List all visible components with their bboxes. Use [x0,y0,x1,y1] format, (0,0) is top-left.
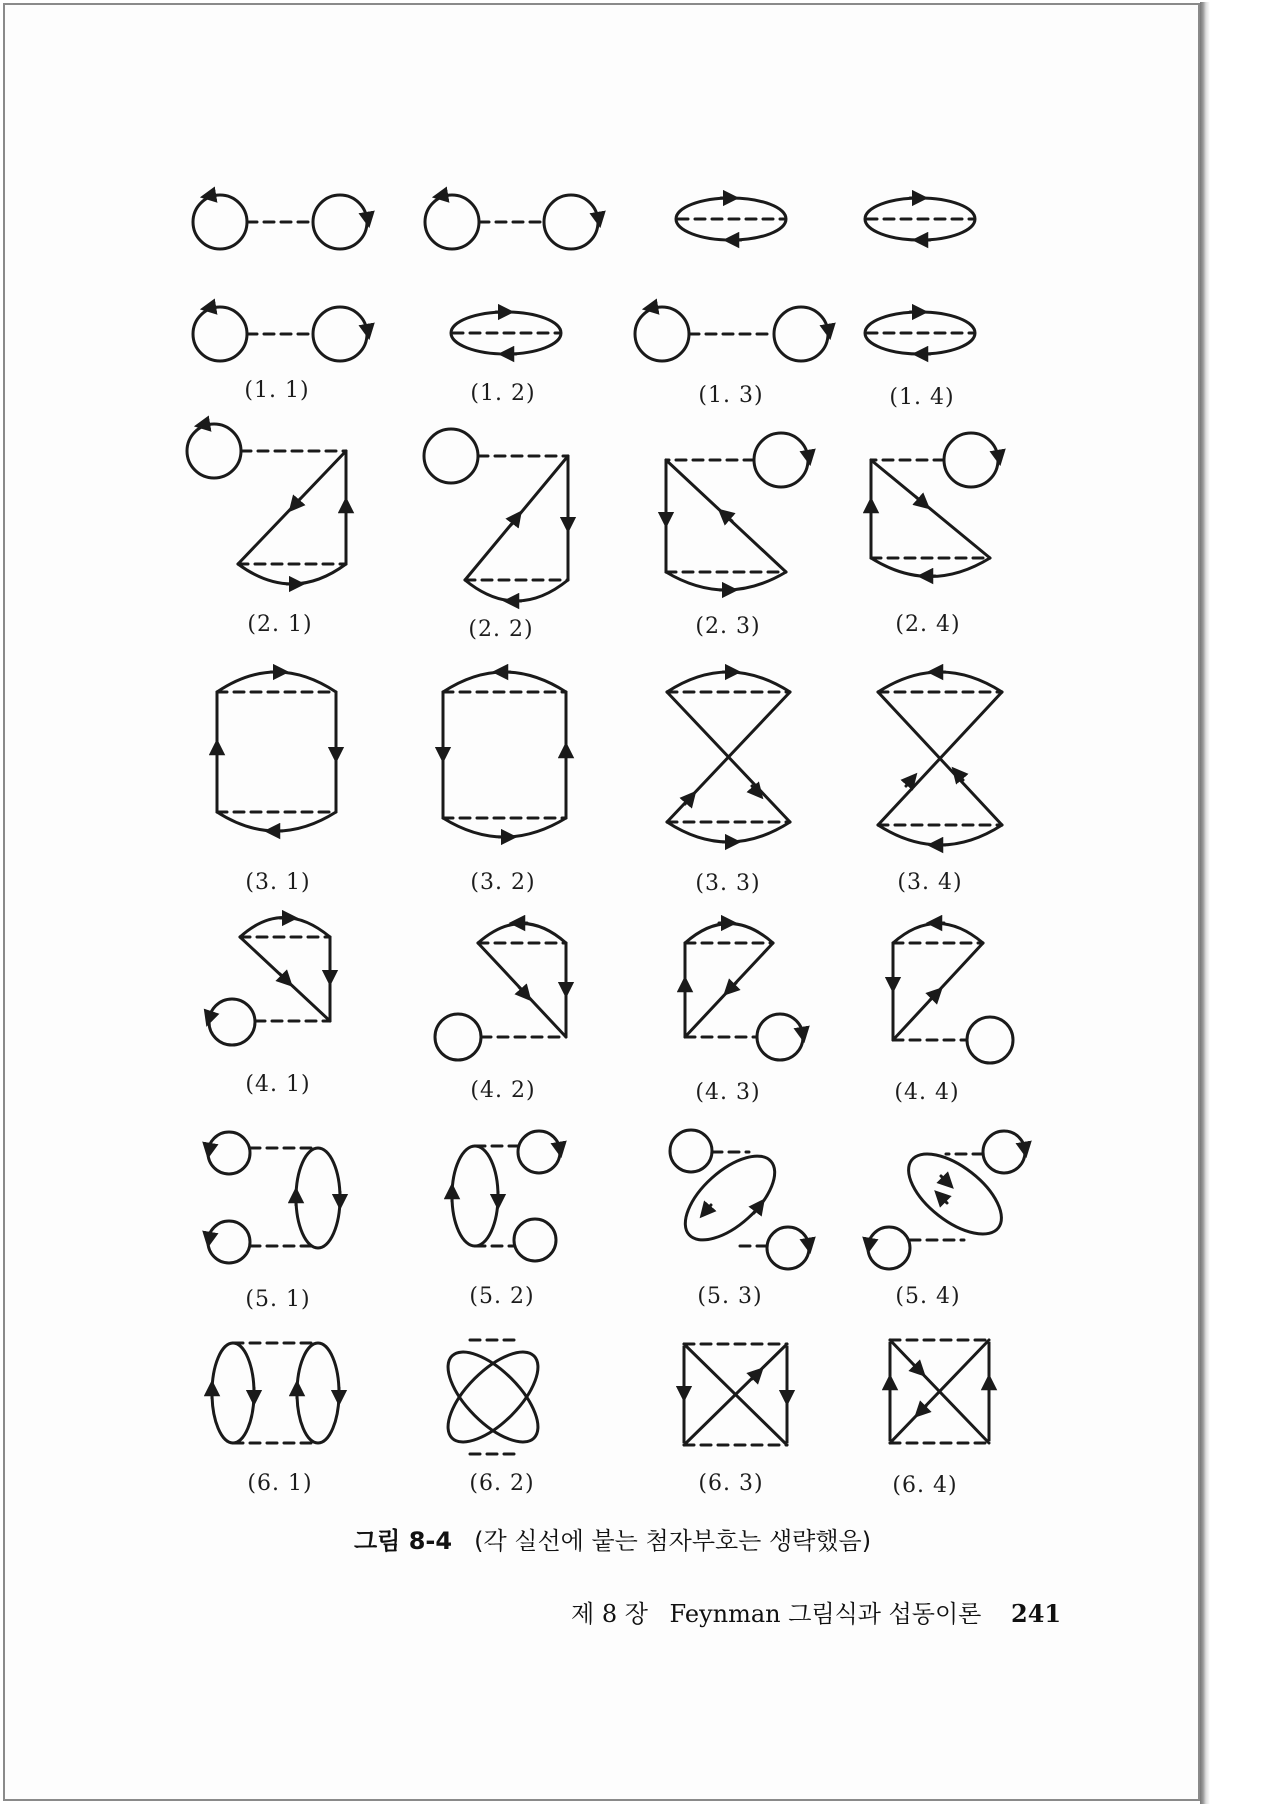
figure-number: 그림 8-4 [354,1527,453,1555]
diagram-label: (2. 1) [247,612,313,637]
chapter-title: Feynman 그림식과 섭동이론 [669,1600,982,1628]
diagram-label: (1. 1) [244,378,310,403]
diagram-6-1 [212,1343,339,1443]
diagram-label: (4. 4) [894,1080,960,1105]
diagram-4-4 [893,923,1013,1063]
diagram-label: (5. 4) [895,1284,961,1309]
diagram-5-2 [452,1131,560,1261]
diagram-4-3 [685,923,803,1060]
diagram-3-2 [443,672,566,837]
diagram-label: (1. 3) [698,383,764,408]
chapter-number: 제 8 장 [571,1600,648,1628]
diagram-4-2 [435,923,566,1060]
diagram-6-3 [684,1344,787,1445]
diagram-1-4 [865,198,975,354]
diagram-3-4 [878,672,1002,845]
diagram-3-3 [667,672,790,842]
diagram-label: (2. 4) [895,612,961,637]
diagram-2-1 [187,424,346,584]
diagram-label: (6. 1) [247,1471,313,1496]
diagram-label: (1. 4) [889,385,955,410]
diagram-5-4 [868,1131,1025,1269]
diagram-3-1 [217,672,336,831]
diagram-label: (6. 4) [892,1473,958,1498]
diagram-5-3 [670,1130,809,1269]
figure-caption-text: (각 실선에 붙는 첨자부호는 생략했음) [474,1527,872,1555]
diagram-label: (3. 4) [897,870,963,895]
diagram-label: (5. 3) [697,1284,763,1309]
diagram-label: (5. 2) [469,1284,535,1309]
diagram-label: (3. 1) [245,870,311,895]
diagram-label: (6. 3) [698,1471,764,1496]
page-footer [571,1594,1061,1629]
diagram-6-2 [434,1338,553,1457]
figure-caption [354,1521,871,1556]
diagram-2-2 [424,429,568,601]
diagram-2-3 [666,433,809,590]
diagram-6-4 [890,1340,989,1443]
diagram-label: (3. 3) [695,871,761,896]
diagram-5-1 [208,1132,340,1263]
diagram-label: (2. 2) [468,617,534,642]
diagram-label: (3. 2) [470,870,536,895]
diagram-1-2 [425,195,599,354]
diagram-label: (4. 2) [470,1078,536,1103]
diagram-label: (6. 2) [469,1471,535,1496]
diagram-4-1 [209,918,330,1046]
diagram-label: (2. 3) [695,614,761,639]
diagram-2-4 [871,433,999,577]
diagram-label: (1. 2) [470,381,536,406]
diagram-label: (5. 1) [245,1287,311,1312]
diagram-label: (4. 1) [245,1072,311,1097]
diagram-1-3 [635,198,829,361]
diagram-label: (4. 3) [695,1080,761,1105]
diagram-1-1 [193,195,368,361]
page-number: 241 [1011,1599,1062,1628]
